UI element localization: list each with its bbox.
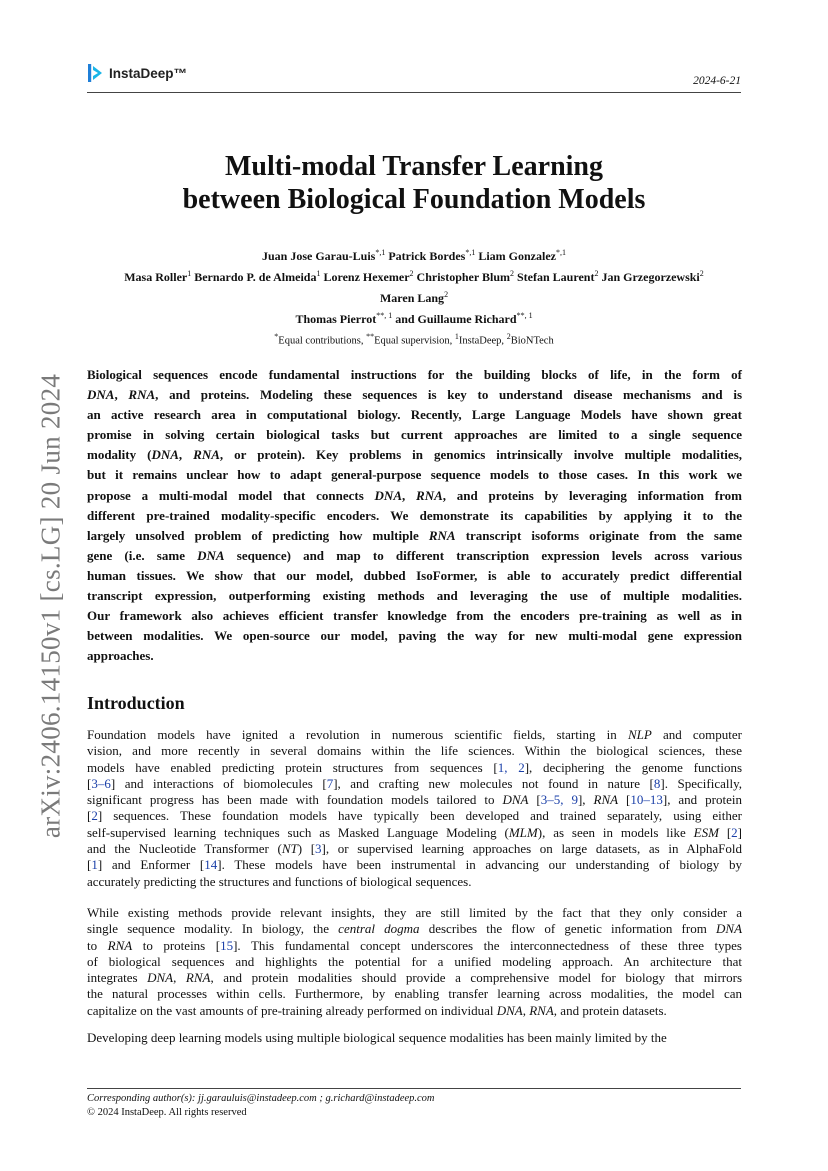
author-name: Jan Grzegorzewski (601, 270, 700, 284)
author-name: Christopher Blum (416, 270, 510, 284)
intro-paragraph-3 (87, 1030, 742, 1046)
author-row (0, 265, 828, 286)
text-line: Developing deep learning models using multiple biological sequence modalities has been mainly limited by the (87, 1030, 667, 1045)
author-name: Thomas Pierrot (295, 312, 377, 326)
text-line: significant progress has been made with foundation models tailored to DNA [3–5, 9], RNA [10–13], and protein (87, 792, 742, 808)
author-name: Patrick Bordes (388, 249, 466, 263)
text-line: accurately predicting the structures and functions of biological sequences. (87, 873, 472, 889)
affiliations: *Equal contributions, **Equal supervision, $^1$InstaDeep, $^2$BioNTech (274, 332, 554, 347)
page-footer (87, 1088, 741, 1120)
text-line: and the Nucleotide Transformer (NT) [3], or supervised learning approaches on large datasets, as in AlphaFold (87, 841, 742, 857)
abstract (87, 365, 742, 666)
abstract-line: between modalities. We open-source our model, paving the way for new multi-modal gene expression (87, 628, 742, 644)
author-name: Liam Gonzalez (478, 249, 556, 263)
author-affiliation-marker: *,1 (556, 248, 566, 257)
abstract-line: human tissues. We show that our model, dubbed IsoFormer, is able to accurately predict differential (87, 567, 742, 583)
text-line: models have enabled predicting protein structures from sequences [1, 2], deciphering the genome functions (87, 759, 742, 775)
abstract-line: modality (DNA, RNA, or protein). Key problems in genomics intrinsically involve multiple modalities, (87, 447, 742, 463)
author-affiliation-marker: **, 1 (376, 311, 393, 320)
publication-date: 2024-6-21 (693, 75, 741, 87)
text-line: single sequence modality. In biology, the central dogma describes the flow of genetic information from DNA (87, 921, 743, 937)
author-row (0, 244, 828, 265)
author-affiliation-marker: *,1 (465, 248, 476, 257)
abstract-line: promise in solving certain biological tasks but current approaches are limited to a single sequence (87, 427, 742, 443)
text-line: to RNA to proteins [15]. This fundamental concept underscores the interconnectedness of these three types (87, 937, 742, 953)
text-line: capitalize on the vast amounts of pre-training already performed on individual DNA, RNA, and protein datasets. (87, 1002, 667, 1018)
text-line: While existing methods provide relevant insights, they are still limited by the fact that they only consider a (87, 905, 742, 920)
author-name: and Guillaume Richard (395, 312, 517, 326)
copyright: © 2024 InstaDeep. All rights reserved (87, 1107, 247, 1118)
text-line: self-supervised learning techniques such as Masked Language Modeling (MLM), as seen in models like ESM [2] (87, 824, 742, 840)
author-affiliation-marker: 2 (594, 269, 599, 278)
author-name: Masa Roller (124, 270, 188, 284)
logo-text: InstaDeep™ (109, 65, 188, 81)
text-line: integrates DNA, RNA, and protein modalities should provide a comprehensive model for biology that mirrors (87, 970, 742, 986)
title-line: between Biological Foundation Models (182, 184, 646, 215)
author-affiliation-marker: 2 (510, 269, 514, 278)
author-name: Lorenz Hexemer (323, 270, 410, 284)
text-line: [2] sequences. These foundation models have typically been developed and trained separately, using either (87, 808, 742, 824)
abstract-line: gene (i.e. same DNA sequence) and map to different transcription expression levels across various (87, 547, 743, 563)
abstract-line: propose a multi-modal model that connects DNA, RNA, and proteins by leveraging information from (87, 487, 742, 503)
abstract-line: Biological sequences encode fundamental instructions for the building blocks of life, in the form of (87, 367, 742, 382)
author-affiliation-marker: **, 1 (516, 311, 533, 320)
corresponding-authors[interactable]: Corresponding author(s): jj.garauluis@instadeep.com ; g.richard@instadeep.com (87, 1093, 435, 1104)
author-row (0, 286, 828, 307)
text-line: Foundation models have ignited a revolution in numerous scientific fields, starting in NLP and computer (87, 727, 742, 742)
abstract-line: different pre-trained modality-specific encoders. We demonstrate its capabilities by applying it to the (87, 507, 742, 523)
title-line: Multi-modal Transfer Learning (225, 151, 603, 182)
abstract-line: but it remains unclear how to adapt general-purpose sequence models to those cases. In this work we (87, 467, 742, 483)
abstract-line: approaches. (87, 648, 154, 664)
author-affiliation-marker: 2 (699, 269, 704, 278)
text-line: the natural processes within cells. Furthermore, by enabling transfer learning across modalities, the model can (87, 986, 742, 1002)
abstract-line: an active research area in computational biology. Recently, Large Language Models have shown great (87, 407, 742, 423)
author-name: Juan Jose Garau-Luis (261, 249, 376, 263)
text-line: [3–6] and interactions of biomolecules [7], and crafting new molecules not found in nature [8]. Specifically, (87, 775, 742, 791)
abstract-line: largely unsolved problem of predicting how multiple RNA transcript isoforms originate from the same (87, 527, 743, 543)
instadeep-logo (87, 62, 187, 84)
section-heading-introduction: Introduction (87, 693, 185, 713)
arxiv-identifier[interactable]: arXiv:2406.14150v1 [cs.LG] 20 Jun 2024 (35, 373, 66, 839)
intro-paragraph-2 (87, 905, 742, 1019)
abstract-line: Our framework also achieves efficient transfer knowledge from the encoders pre-training as well as in (87, 608, 742, 624)
author-name: Stefan Laurent (517, 270, 595, 284)
author-block (0, 244, 828, 351)
text-line: of biological sequences and highlights the potential for a unified modeling approach. An architecture that (87, 953, 742, 969)
instadeep-logo-icon (87, 62, 103, 84)
author-row (0, 307, 828, 328)
author-name: Maren Lang (379, 291, 445, 305)
author-name: Bernardo P. de Almeida (194, 270, 317, 284)
text-line: [1] and Enformer [14]. These models have been instrumental in advancing our understanding of biology by (87, 857, 742, 873)
author-affiliation-marker: 1 (187, 269, 192, 278)
abstract-line: transcript expression, outperforming existing methods and leveraging the use of multiple modalities. (87, 588, 742, 604)
page-header (87, 62, 741, 93)
abstract-line: DNA, RNA, and proteins. Modeling these sequences is key to understand disease mechanisms and is (87, 387, 743, 403)
author-affiliation-marker: 2 (409, 269, 414, 278)
author-affiliation-marker: *,1 (375, 248, 386, 257)
text-line: vision, and more recently in several domains within the life sciences. Within the biological sciences, these (87, 743, 742, 759)
author-affiliation-marker: 2 (444, 290, 449, 299)
author-affiliation-marker: 1 (316, 269, 321, 278)
paper-title (0, 150, 828, 216)
intro-paragraph-1 (87, 727, 742, 890)
